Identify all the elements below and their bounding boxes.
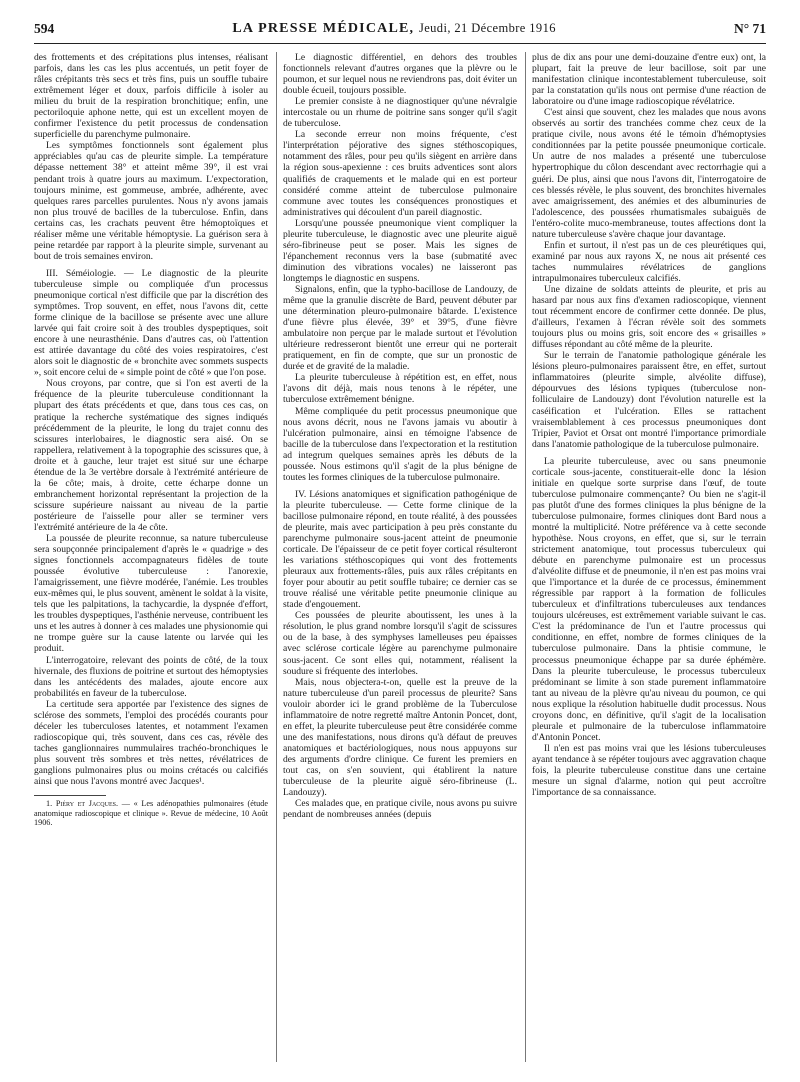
- paragraph: Ces poussées de pleurite aboutissent, les unes à la résolution, le plus grand nombre lorsqu'il s'agit de scissures ou de la base, à des symphyses lamelleuses peu épaisses avec sclérose corticale légère au parenchyme pulmonaire sous-jacent. Ce sont elles qui, notamment, réalisent la soudure si fréquente des interlobes.: [283, 610, 517, 677]
- paragraph: Une dizaine de soldats atteints de pleurite, et pris au hasard par nous aux fins d'examen radioscopique, viennent tout récemment encore de confirmer cette donnée. De plus, d'ailleurs, l'examen à l'écran révèle soit des sommets toujours plus ou moins gris, soit encore des « grisailles » diffuses répondant au côté même de la pleurite.: [532, 283, 766, 351]
- footnote-text: — « Les adénopathies pulmonaires (étude anatomique radioscopique et clinique ». Revue de médecine, 10 Août 1906.: [34, 799, 268, 828]
- footnote: [34, 799, 268, 828]
- paragraph: Sur le terrain de l'anatomie pathologique générale les lésions pleuro-pulmonaires paraissent être, en effet, surtout inflammatoires (pleurite simple, alvéolite diffuse), dépourvues des lésions typiques (tuberculose non-folliculaire de Landouzy) dont l'évolution naturelle est la caséification et l'ulcération. Elles se rattachent vraisemblablement à ces processus pneumoniques dont Tripier, Paviot et Orsat ont montré l'importance primordiale dans l'anatomie pathologique de la tuberculose pulmonaire.: [532, 350, 766, 450]
- paragraph: Les symptômes fonctionnels sont également plus appréciables qu'au cas de pleurite simple. La température dépasse nettement 38° et atteint même 39°, il est vrai pendant trois à quatre jours au maximum. L'expectoration, toujours minime, est gommeuse, ambrée, adhérente, avec quelques rares parcelles purulentes. Nous n'y avons jamais non plus trouvé de bacilles de la tuberculose. Enfin, dans certains cas, les crachats peuvent être hémoptoïques et réaliser même une véritable hémoptysie. La guérison sera à peine retardée par rapport à la pleurite simple, survenant au bout de trois semaines environ.: [34, 140, 268, 262]
- journal-name: LA PRESSE MÉDICALE,: [232, 21, 415, 36]
- issue-date: Jeudi, 21 Décembre 1916: [418, 21, 556, 35]
- paragraph: Le diagnostic différentiel, en dehors des troubles fonctionnels relevant d'autres organes que la plèvre ou le poumon, et sur lequel nous ne reviendrons pas, doit éviter un double écueil, toujours possible.: [283, 52, 517, 97]
- header-rule: [34, 43, 766, 44]
- paragraph: plus de dix ans pour une demi-douzaine d'entre eux) ont, la plupart, fait la preuve de leur bacillose, soit par une manifestation clinique incontestablement tuberculeuse, soit par la constatation qu'ils nous ont permise d'une réaction de laboratoire ou d'une image radioscopique révélatrice.: [532, 52, 766, 108]
- paragraph: Ces malades que, en pratique civile, nous avons pu suivre pendant de nombreuses années (depuis: [283, 798, 517, 821]
- paragraph: III. Séméiologie. — Le diagnostic de la pleurite tuberculeuse simple ou compliquée d'un processus pneumonique cortical n'est difficile que par la discrétion des symptômes. Trop souvent, en effet, nous l'avons dit, cette forme clinique de la bacillose se présente avec une allure larvée qui fait croire soit à des troubles dyspeptiques, soit encore à une neurasthénie. Dans d'autres cas, où l'attention est attirée davantage du côté des voies respiratoires, c'est alors soit le diagnostic de « bronchite avec sommets suspects », soit encore celui de « simple point de côté » que l'on pose.: [34, 267, 268, 379]
- journal-title-line: [232, 21, 556, 37]
- issue-number: N° 71: [733, 21, 766, 36]
- paragraph: L'interrogatoire, relevant des points de côté, de la toux hivernale, des fluxions de poitrine et surtout des hémoptysies dans les antécédents des malades, ajoute encore aux probabilités en faveur de la tuberculose.: [34, 654, 268, 699]
- paragraph: Lorsqu'une poussée pneumonique vient compliquer la pleurite tuberculeuse, le diagnostic avec une pleurite aiguë séro-fibrineuse peut se poser. Mais les signes de l'épanchement reconnus vers la base (submatité avec diminution des vibrations vocales) ne laisseront pas longtemps le diagnostic en suspens.: [283, 217, 517, 284]
- paragraph: La poussée de pleurite reconnue, sa nature tuberculeuse sera soupçonnée principalement d'après le « quadrige » des signes fonctionnels accompagnateurs fidèles de toute poussée évolutive tuberculeuse : l'anorexie, l'amaigrissement, une fièvre modérée, l'anémie. Les troubles eux-mêmes qui, le plus souvent, amènent le soldat à la visite, tels que les palpitations, la tachycardie, la dyspnée d'effort, les troubles dyspeptiques, l'asthénie nerveuse, contribuent les uns et les autres à donner à ces malades une physionomie qui ne trompe guère sur la cause latente ou larvée qui les produit.: [34, 533, 268, 655]
- page-header: [34, 18, 766, 40]
- paragraph: Enfin et surtout, il n'est pas un de ces pleurétiques qui, examiné par nous aux rayons X, ne nous ait présenté ces taches nummulaires révélatrices de ganglions intrapulmonaires tuberculeux calcifiés.: [532, 239, 766, 284]
- article-columns: [34, 52, 766, 1076]
- paragraph: La seconde erreur non moins fréquente, c'est l'interprétation péjorative des signes stéthoscopiques, notamment des râles, pour peu qu'ils siègent en arrière dans la région sous-apexienne : ces bruits adventices sont alors qualifiés de craquements et le malade qui en est porteur considéré comme atteint de tuberculose pulmonaire commune avec toutes les conséquences pronostiques et administratives qui découlent d'un pareil diagnostic.: [283, 129, 517, 218]
- paragraph: C'est ainsi que souvent, chez les malades que nous avons observés au sortir des tranchées comme chez ceux de la pratique civile, nous avons été le témoin d'hémoptysies conditionnées par la petite poussée pneumonique corticale. Un autre de nos malades a présenté une tuberculose hypertrophique du côlon descendant avec rectorrhagie qui a guéri. De plus, ainsi que nous l'avons dit, l'interrogatoire de ces blessés révèle, le plus souvent, des bronchites hivernales avec amaigrissement, des anémies et des albuminuries de l'adolescence, des poussées rhumatismales subaiguës de l'entéro-colite muco-membraneuse, toutes affections dont la nature tuberculeuse s'avère chaque jour davantage.: [532, 107, 766, 240]
- paragraph: Mais, nous objectera-t-on, quelle est la preuve de la nature tuberculeuse d'un pareil processus de pleurite? Sans vouloir aborder ici le grand problème de la Tuberculose inflammatoire de notre regretté maître Antonin Poncet, dont, en effet, la pleurite tuberculeuse peut être considérée comme une des manifestations, nous dirons qu'à défaut de preuves anatomiques et bactériologiques, nous nous appuyons sur des arguments d'ordre clinique. Ce furent les premiers en tout cas, on s'en souvient, qui établirent la nature tuberculeuse de la pleurite aiguë séro-fibrineuse (L. Landouzy).: [283, 676, 517, 799]
- paragraph: La certitude sera apportée par l'existence des signes de sclérose des sommets, l'emploi des procédés courants pour déceler les tuberculoses latentes, et notamment l'examen radioscopique qui, très souvent, dans ces cas, révèle des taches ganglionnaires nummulaires trachéo-bronchiques le plus souvent très sombres et très nettes, révélatrices de ganglions pulmonaires plus ou moins crétacés ou calcifiés ainsi que nous l'avons montré avec Jacques¹.: [34, 698, 268, 788]
- paragraph: Il n'en est pas moins vrai que les lésions tuberculeuses ayant tendance à se répéter toujours avec aggravation chaque fois, la pleurite tuberculeuse constitue dans une certaine mesure un signal d'alarme, notion qui peut accroître l'importance de sa connaissance.: [532, 742, 766, 799]
- column-3: [532, 52, 766, 1076]
- paragraph: Signalons, enfin, que la typho-bacillose de Landouzy, de même que la granulie discrète de Bard, peuvent débuter par une détermination pleuro-pulmonaire bâtarde. L'existence d'une fièvre plus élevée, 39° et 39°5, d'une fièvre ambulatoire non perçue par le malade surtout et l'évolution ultérieure redresseront bientôt une erreur qui ne porterait pratiquement, en fin de compte, que sur un pronostic de durée et de gravité de la maladie.: [283, 283, 517, 373]
- column-1: [34, 52, 268, 1076]
- paragraph: des frottements et des crépitations plus intenses, réalisant parfois, dans les cas les plus accentués, un petit foyer de râles crépitants très secs et très fins, puis un souffle tubaire extrêmement léger et doux, parfois difficile à isoler au milieu du bruit de la respiration bronchitique; enfin, une pectoriloquie aphone nette, qui est un excellent moyen de confirmer l'existence du petit processus de condensation superficielle du parenchyme pulmonaire.: [34, 52, 268, 141]
- paragraph: Même compliquée du petit processus pneumonique que nous avons décrit, nous ne l'avons jamais vu aboutir à l'ulcération pulmonaire, ainsi en témoigne l'absence de bacille de la tuberculose dans l'expectoration et la restitution ad integrum quelques semaines après les débuts de la poussée. Nous estimons qu'il s'agit de la plus bénigne de toutes les formes cliniques de la tuberculose pulmonaire.: [283, 405, 517, 483]
- column-2: [283, 52, 517, 1076]
- page-number: 594: [34, 21, 55, 36]
- paragraph: La pleurite tuberculeuse, avec ou sans pneumonie corticale sous-jacente, constituerait-elle donc la lésion initiale en quelque sorte surprise dans l'œuf, de toute tuberculose pulmonaire commençante? Ou bien ne s'agit-il pas plutôt d'une des formes cliniques la plus bénigne de la tuberculose pulmonaire, formes cliniques dont Bard nous a montré la multiplicité. Notre préférence va à cette seconde hypothèse. Nous croyons, en effet, que si, sur le terrain strictement anatomique, tout processus tuberculeux qui débute en parenchyme pulmonaire est un processus d'alvéolite diffuse et de pneumonie, il n'en est pas moins vrai que l'importance et la durée de ce processus, éminemment régressible par rapport à la formation de follicules tuberculeux et d'infiltrations tuberculeuses aux tendances toujours ulcéreuses, est extrêmement variable suivant le cas. C'est la prédominance de l'un et l'autre processus qui conditionne, en effet, nombre de formes cliniques de la tuberculose pulmonaire. Dans la phtisie commune, le processus pneumonique échappe par sa durée éphémère. Dans la pleurite tuberculeuse, le processus tuberculeux prédominant se limite à son stade purement inflammatoire tant au niveau de la plèvre qu'au niveau du poumon, ce qui nous explique la résolution habituelle dudit processus. Nous croyons donc, en définitive, qu'il s'agit de la localisation pleurale et pulmonaire de la tuberculose inflammatoire d'Antonin Poncet.: [532, 455, 766, 743]
- paragraph: Le premier consiste à ne diagnostiquer qu'une névralgie intercostale ou un rhume de poitrine sans songer qu'il s'agit de tuberculose.: [283, 96, 517, 130]
- footnote-rule: [34, 795, 106, 796]
- paragraph: IV. Lésions anatomiques et signification pathogénique de la pleurite tuberculeuse. — Cette forme clinique de la bacillose pulmonaire répond, en toute réalité, à des poussées de pleurite, mais avec participation à peu près constante du parenchyme pulmonaire sous-jacent atteint de pneumonie corticale. De l'épaisseur de ce petit foyer cortical résulteront les variations stéthoscopiques qui vont des frottements pleuraux aux frottements-râles, puis aux râles crépitants en foyer pour aboutir au petit souffle tubaire; ce dernier cas se trouve réalisé une véritable petite pneumonie clinique au stade d'engouement.: [283, 488, 517, 611]
- paragraph: La pleurite tuberculeuse à répétition est, en effet, nous l'avons dit déjà, mais nous tenons à le répéter, une tuberculose extrêmement bénigne.: [283, 372, 517, 406]
- footnote-author: 1. Piéry et Jacques.: [46, 799, 119, 809]
- paragraph: Nous croyons, par contre, que si l'on est averti de la fréquence de la pleurite tuberculeuse conditionnant la plupart des états précédents et que, dans tous ces cas, on pratique la recherche systématique des signes indiqués précédemment de la pleurite, le long du trajet connu des scissures interlobaires, le diagnostic sera aisé. On se rappellera, relativement à la topographie des scissures que, à droite et à gauche, leur trajet est situé sur une écharpe étendue de la 3e vertèbre dorsale à l'extrémité antérieure de la 6e côte; mais, à droite, cette écharpe donne un embranchement horizontal représentant la projection de la scissure supérieure naissant au niveau de la partie postérieure de l'aisselle pour aller se terminer vers l'extrémité antérieure de la 4e côte.: [34, 378, 268, 533]
